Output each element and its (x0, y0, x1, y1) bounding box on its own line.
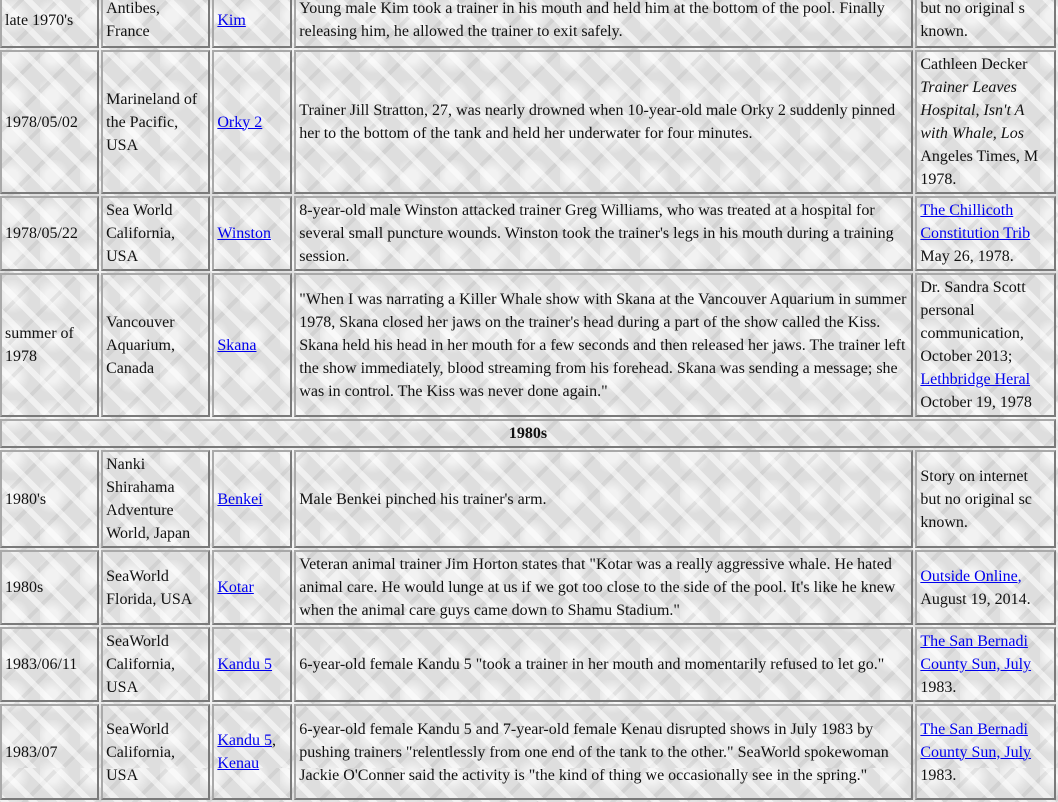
location-cell: Nanki Shirahama Adventure World, Japan (101, 450, 210, 548)
source-link[interactable]: The San Bernadi (920, 633, 1028, 650)
source-text: Angeles Times, M (920, 148, 1039, 165)
source-text: communication, (920, 325, 1024, 342)
source-cell (915, 196, 1056, 271)
date-cell: 1978/05/02 (0, 50, 99, 194)
location-cell: Marineland of the Pacific, USA (101, 50, 210, 194)
table-row (0, 50, 1056, 194)
whale-cell (212, 273, 292, 417)
location-cell: SeaWorld California, USA (101, 704, 210, 800)
date-cell: 1980s (0, 550, 99, 625)
whale-link[interactable]: Kandu 5 (217, 732, 273, 749)
source-text: Story on internet (920, 467, 1028, 485)
source-text: October 2013; (920, 348, 1013, 365)
location-cell: SeaWorld Florida, USA (101, 550, 210, 625)
whale-cell (212, 50, 292, 194)
source-article-title: Trainer Leaves (920, 79, 1017, 96)
source-text: known. (920, 513, 968, 531)
source-text: 1983. (920, 679, 957, 696)
source-text: known. (920, 23, 968, 40)
table-row (0, 196, 1056, 271)
whale-link[interactable]: Benkei (217, 490, 263, 508)
source-text: August 19, 2014. (920, 590, 1031, 608)
source-link[interactable]: Outside Online, (920, 567, 1022, 585)
date-cell: 1983/07 (0, 704, 99, 800)
source-text: Cathleen Decker (920, 56, 1028, 73)
date-cell: 1983/06/11 (0, 627, 99, 702)
source-link[interactable]: County Sun, July (920, 656, 1032, 673)
whale-link[interactable]: Skana (217, 336, 257, 354)
description-cell: Young male Kim took a trainer in his mouth and held him at the bottom of the pool. Finally releasing him, he allowed the trainer to exit safely. (294, 0, 913, 48)
decade-heading: 1980s (0, 419, 1056, 448)
location-cell: Vancouver Aquarium, Canada (101, 273, 210, 417)
source-text: 1978. (920, 171, 957, 188)
source-link[interactable]: The Chillicoth (920, 202, 1014, 219)
whale-link[interactable]: Orky 2 (217, 113, 263, 131)
source-cell (915, 450, 1056, 548)
source-text: 1983. (920, 766, 957, 784)
whale-link[interactable]: Kandu 5 (217, 656, 273, 673)
source-text: October 19, 1978 (920, 394, 1032, 411)
location-cell: SeaWorld California, USA (101, 627, 210, 702)
table-row (0, 550, 1056, 625)
source-link[interactable]: The San Bernadi (920, 720, 1028, 738)
whale-separator: , (272, 732, 277, 749)
source-cell (915, 550, 1056, 625)
description-cell: Veteran animal trainer Jim Horton states that "Kotar was a really aggressive whale. He hated animal care. He would lunge at us if we got too close to the side of the pool. It's like he knew when the animal care guys came down to Shamu Stadium." (294, 550, 913, 625)
whale-cell (212, 704, 292, 800)
source-link[interactable]: Lethbridge Heral (920, 371, 1031, 388)
whale-cell (212, 0, 292, 48)
source-cell (915, 704, 1056, 800)
source-text: but no original s (920, 0, 1025, 17)
source-text: but no original sc (920, 490, 1032, 508)
whale-cell (212, 196, 292, 271)
description-cell: 6-year-old female Kandu 5 and 7-year-old female Kenau disrupted shows in July 1983 by pushing trainers "relentlessly from one end of the tank to the other." SeaWorld spokewoman Jackie O'Conner said the activity is "the kind of thing we occasionally see in the spring." (294, 704, 913, 800)
description-cell: "When I was narrating a Killer Whale show with Skana at the Vancouver Aquarium in summer 1978, Skana closed her jaws on the trainer's head during a part of the show called the Kiss. Skana held his head in her mouth for a few seconds and then released her jaws. The trainer left the show immediately, blood streaming from his forehead. Skana was sending a message; she was in control. The Kiss was never done again." (294, 273, 913, 417)
source-cell (915, 0, 1056, 48)
source-text: May 26, 1978. (920, 248, 1014, 265)
date-cell: 1978/05/22 (0, 196, 99, 271)
description-cell: 6-year-old female Kandu 5 "took a trainer in her mouth and momentarily refused to let go." (294, 627, 913, 702)
whale-link[interactable]: Kotar (217, 579, 254, 596)
whale-link[interactable]: Kim (217, 11, 246, 29)
whale-cell (212, 450, 292, 548)
source-cell (915, 273, 1056, 417)
description-cell: Male Benkei pinched his trainer's arm. (294, 450, 913, 548)
whale-cell (212, 627, 292, 702)
section-header-row (0, 419, 1056, 448)
date-cell: summer of 1978 (0, 273, 99, 417)
whale-link[interactable]: Kenau (217, 755, 260, 772)
source-cell (915, 50, 1056, 194)
source-text: personal (920, 302, 975, 319)
whale-link[interactable]: Winston (217, 225, 271, 242)
source-link[interactable]: Constitution Trib (920, 225, 1031, 242)
date-cell: 1980's (0, 450, 99, 548)
table-row (0, 627, 1056, 702)
source-text: Dr. Sandra Scott (920, 279, 1026, 296)
table-row (0, 273, 1056, 417)
source-article-title: Hospital, Isn't A (920, 102, 1025, 119)
table-row (0, 0, 1056, 48)
source-article-title: with Whale, Los (920, 125, 1024, 142)
description-cell: Trainer Jill Stratton, 27, was nearly drowned when 10-year-old male Orky 2 suddenly pinned her to the bottom of the tank and held her underwater for four minutes. (294, 50, 913, 194)
location-cell: Antibes, France (101, 0, 210, 48)
whale-cell (212, 550, 292, 625)
description-cell: 8-year-old male Winston attacked trainer Greg Williams, who was treated at a hospital for several small puncture wounds. Winston took the trainer's legs in his mouth during a training session. (294, 196, 913, 271)
table-row (0, 450, 1056, 548)
date-cell: late 1970's (0, 0, 99, 48)
location-cell: Sea World California, USA (101, 196, 210, 271)
source-link[interactable]: County Sun, July (920, 743, 1032, 761)
source-cell (915, 627, 1056, 702)
table-row (0, 704, 1056, 800)
